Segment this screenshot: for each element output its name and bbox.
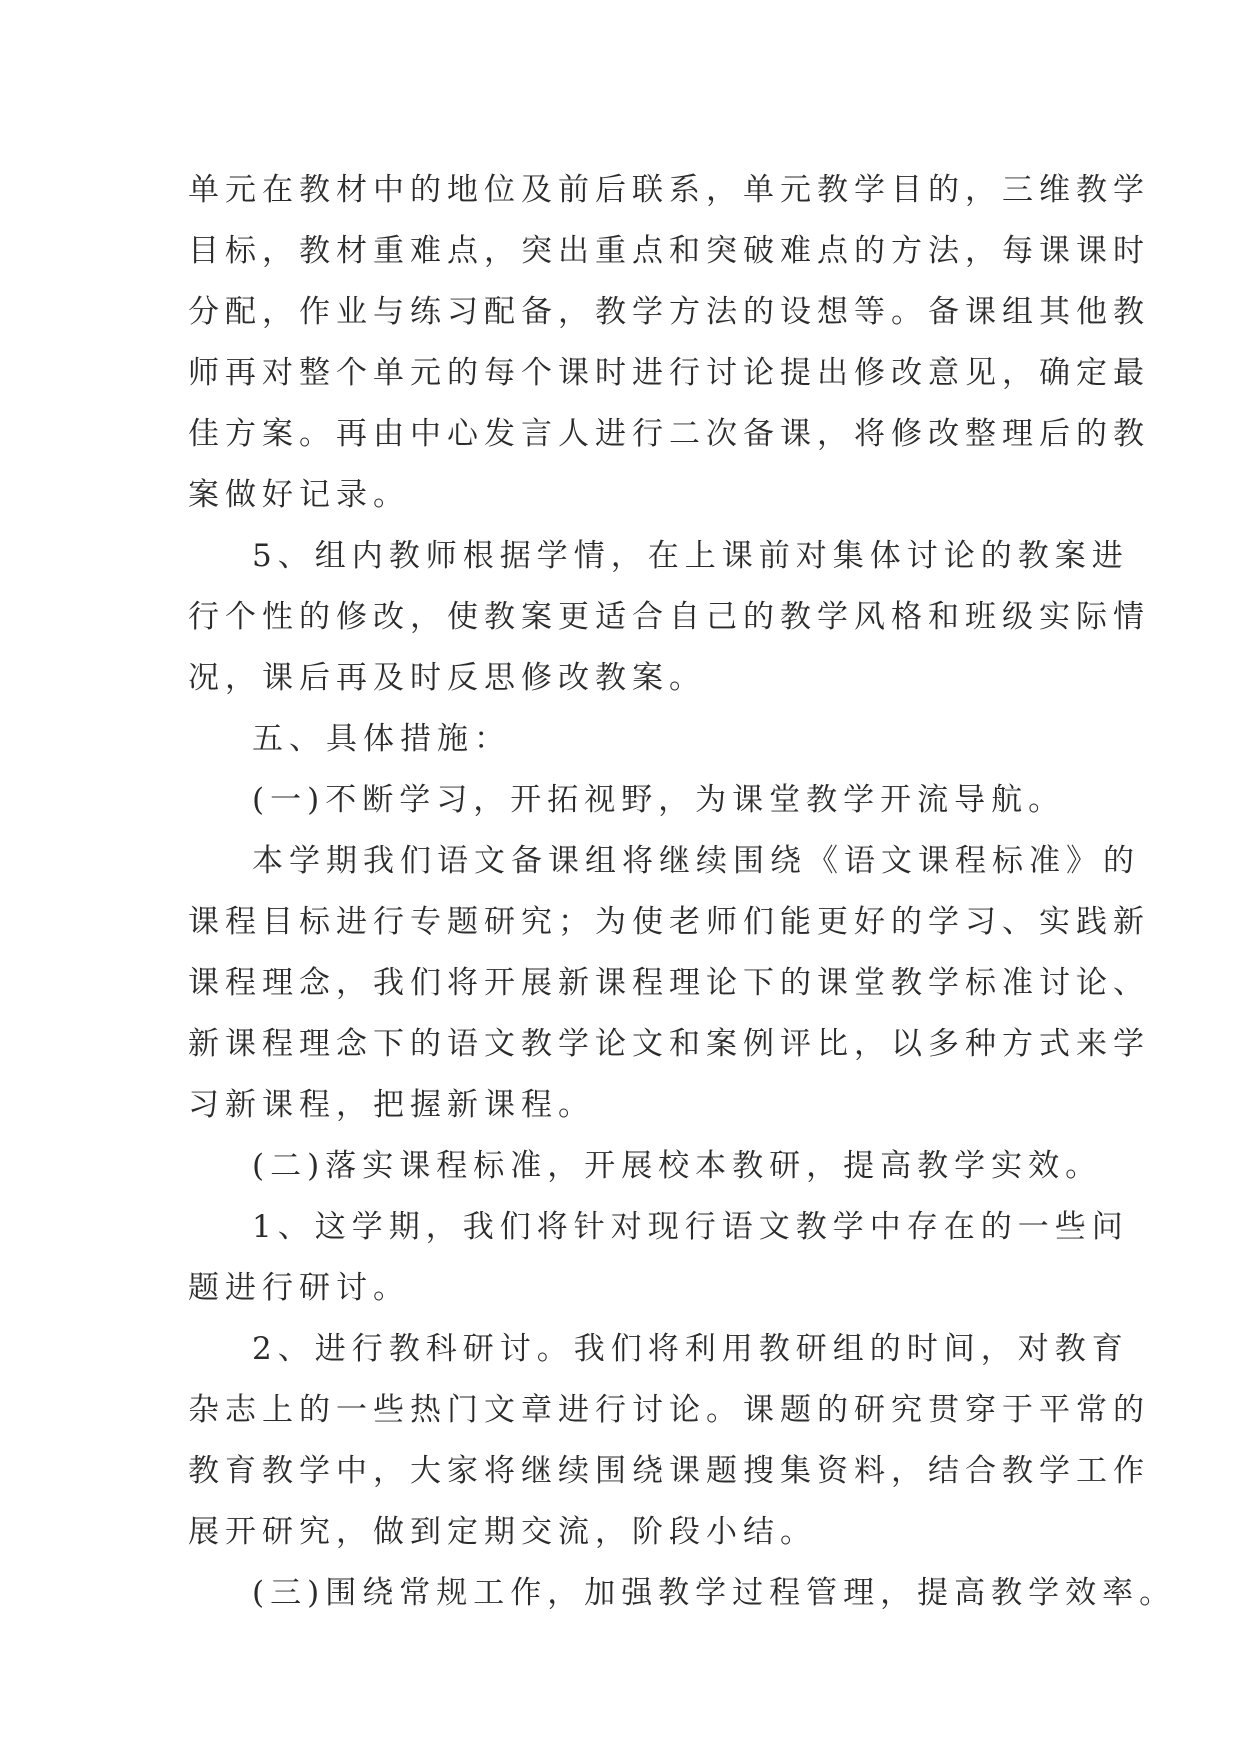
text-line: 课程目标进行专题研究；为使老师们能更好的学习、实践新 bbox=[188, 904, 1150, 940]
text-line: 课程理念，我们将开展新课程理论下的课堂教学标准讨论、 bbox=[188, 965, 1150, 1001]
text-line: 佳方案。再由中心发言人进行二次备课，将修改整理后的教 bbox=[188, 416, 1150, 452]
text-line: 案做好记录。 bbox=[188, 477, 410, 513]
document-body bbox=[188, 160, 1177, 1624]
text-line: 习新课程，把握新课程。 bbox=[188, 1087, 595, 1123]
text-line: 杂志上的一些热门文章进行讨论。课题的研究贯穿于平常的 bbox=[188, 1392, 1150, 1428]
text-line: 师再对整个单元的每个课时进行讨论提出修改意见，确定最 bbox=[188, 355, 1150, 391]
text-line: (三)围绕常规工作，加强教学过程管理，提高教学效率。 bbox=[252, 1575, 1177, 1611]
text-line: 2、进行教科研讨。我们将利用教研组的时间，对教育 bbox=[252, 1331, 1129, 1367]
text-line: 教育教学中，大家将继续围绕课题搜集资料，结合教学工作 bbox=[188, 1453, 1150, 1489]
text-line: 单元在教材中的地位及前后联系，单元教学目的，三维教学 bbox=[188, 172, 1150, 208]
text-line: 1、这学期，我们将针对现行语文教学中存在的一些问 bbox=[252, 1209, 1129, 1245]
text-line: 分配，作业与练习配备，教学方法的设想等。备课组其他教 bbox=[188, 294, 1150, 330]
text-line: (二)落实课程标准，开展校本教研，提高教学实效。 bbox=[252, 1148, 1103, 1184]
text-line: 况，课后再及时反思修改教案。 bbox=[188, 660, 706, 696]
text-line: 五、具体措施： bbox=[252, 721, 511, 757]
text-line: 本学期我们语文备课组将继续围绕《语文课程标准》的 bbox=[252, 843, 1140, 879]
text-line: 题进行研讨。 bbox=[188, 1270, 410, 1306]
text-line: (一)不断学习，开拓视野，为课堂教学开流导航。 bbox=[252, 782, 1066, 818]
text-line: 5、组内教师根据学情，在上课前对集体讨论的教案进 bbox=[252, 538, 1129, 574]
text-line: 新课程理念下的语文教学论文和案例评比，以多种方式来学 bbox=[188, 1026, 1150, 1062]
text-line: 目标，教材重难点，突出重点和突破难点的方法，每课课时 bbox=[188, 233, 1150, 269]
text-line: 行个性的修改，使教案更适合自己的教学风格和班级实际情 bbox=[188, 599, 1150, 635]
text-line: 展开研究，做到定期交流，阶段小结。 bbox=[188, 1514, 817, 1550]
